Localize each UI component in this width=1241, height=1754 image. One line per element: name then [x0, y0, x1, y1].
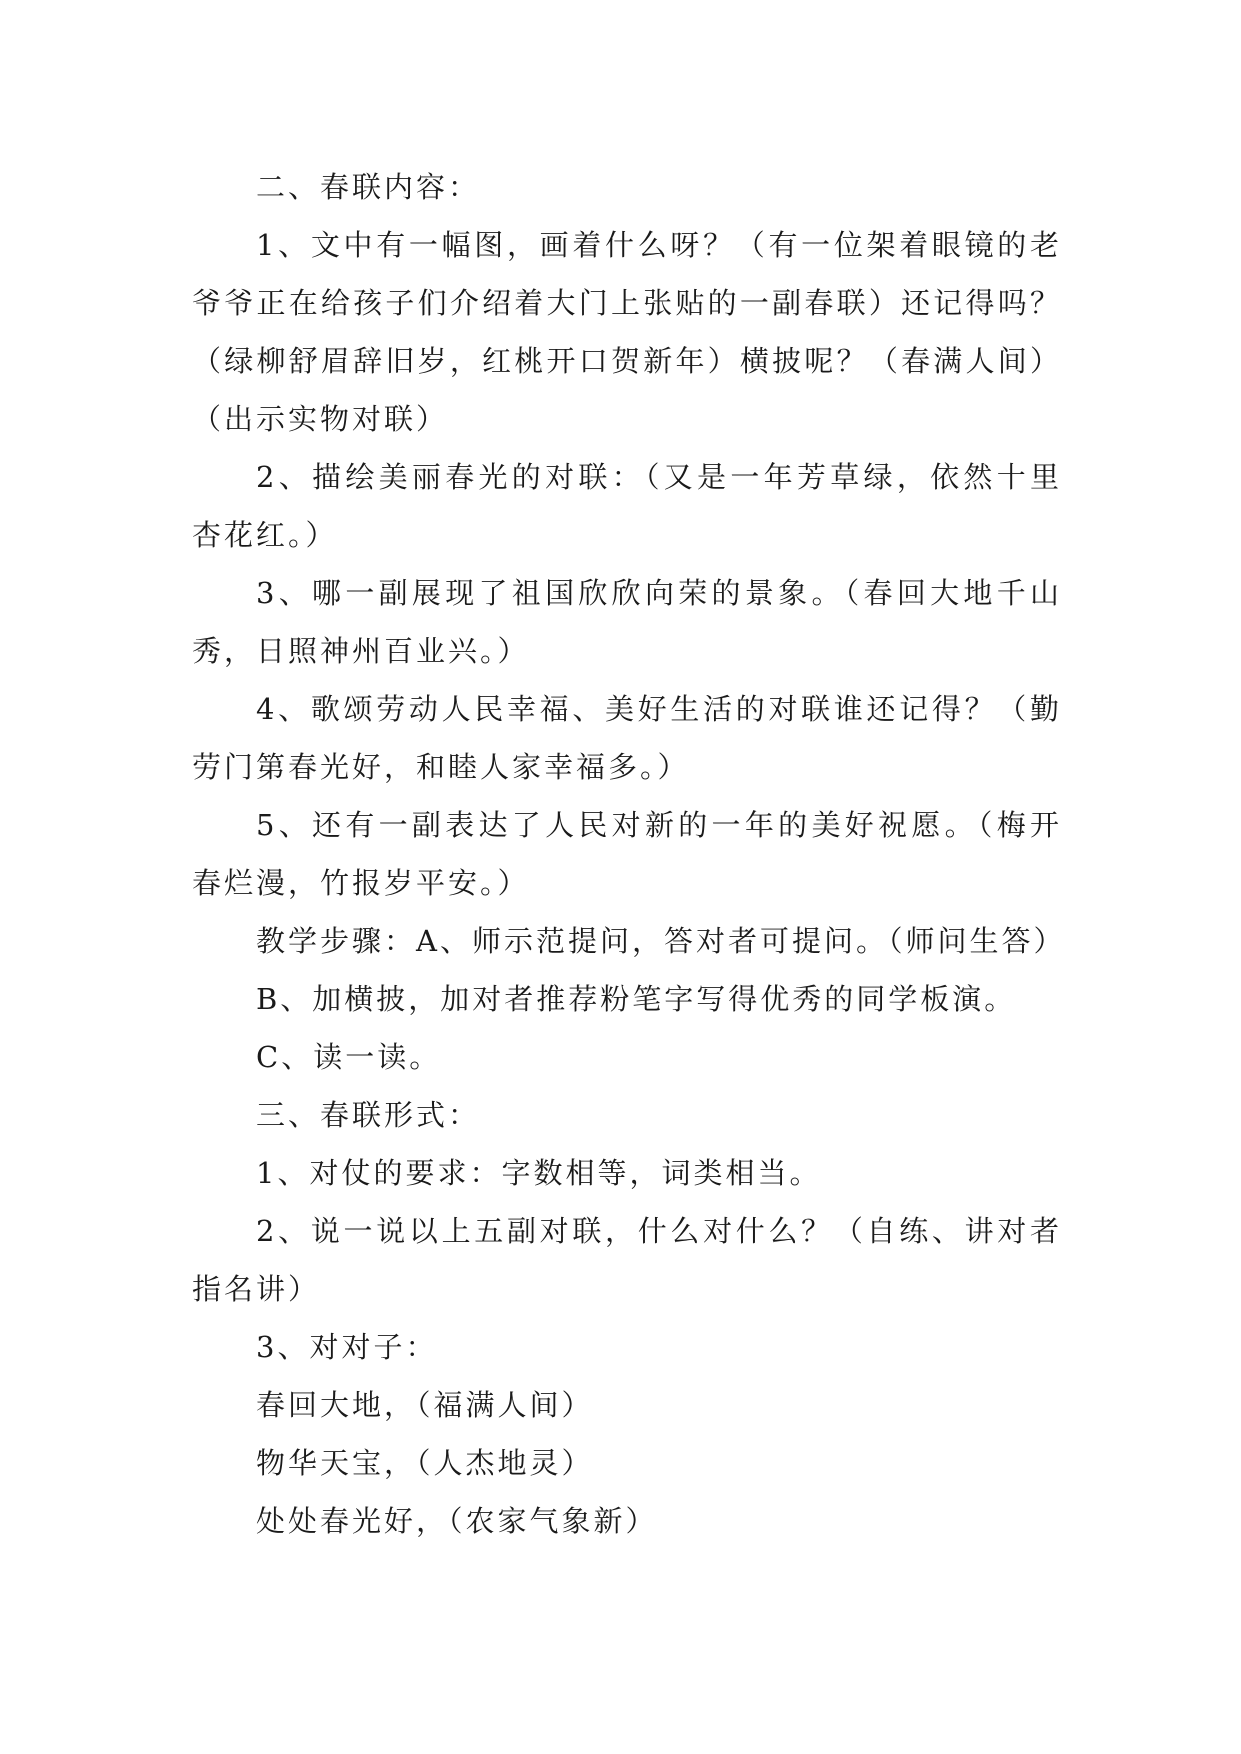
section-heading-spring-couplet-form: 三、春联形式：	[256, 1098, 481, 1132]
teaching-steps-b: B、加横披，加对者推荐粉笔字写得优秀的同学板演。	[256, 982, 1017, 1016]
document-page	[192, 158, 1066, 1550]
paragraph-item-3: 3、哪一副展现了祖国欣欣向荣的景象。（春回大地千山秀，日照神州百业兴。）	[192, 576, 1062, 668]
form-item-2: 2、说一说以上五副对联，什么对什么？（自练、讲对者指名讲）	[192, 1214, 1062, 1306]
section-heading-spring-couplet-content: 二、春联内容：	[256, 170, 481, 204]
form-item-1: 1、对仗的要求：字数相等，词类相当。	[256, 1156, 822, 1190]
couplet-line-3: 处处春光好，（农家气象新）	[256, 1504, 658, 1538]
paragraph-item-2: 2、描绘美丽春光的对联：（又是一年芳草绿，依然十里杏花红。）	[192, 460, 1062, 552]
teaching-steps-a: 教学步骤：A、师示范提问，答对者可提问。（师问生答）	[256, 924, 1066, 958]
paragraph-item-4: 4、歌颂劳动人民幸福、美好生活的对联谁还记得？（勤劳门第春光好，和睦人家幸福多。）	[192, 692, 1062, 784]
form-item-3: 3、对对子：	[256, 1330, 438, 1364]
couplet-line-2: 物华天宝，（人杰地灵）	[256, 1446, 594, 1480]
teaching-steps-c: C、读一读。	[256, 1040, 442, 1074]
paragraph-item-5: 5、还有一副表达了人民对新的一年的美好祝愿。（梅开春烂漫，竹报岁平安。）	[192, 808, 1062, 900]
paragraph-item-1: 1、文中有一幅图，画着什么呀？（有一位架着眼镜的老爷爷正在给孩子们介绍着大门上张贴的一副春联）还记得吗？（绿柳舒眉辞旧岁，红桃开口贺新年）横披呢？（春满人间）（出示实物对联）	[192, 228, 1062, 436]
couplet-line-1: 春回大地，（福满人间）	[256, 1388, 594, 1422]
